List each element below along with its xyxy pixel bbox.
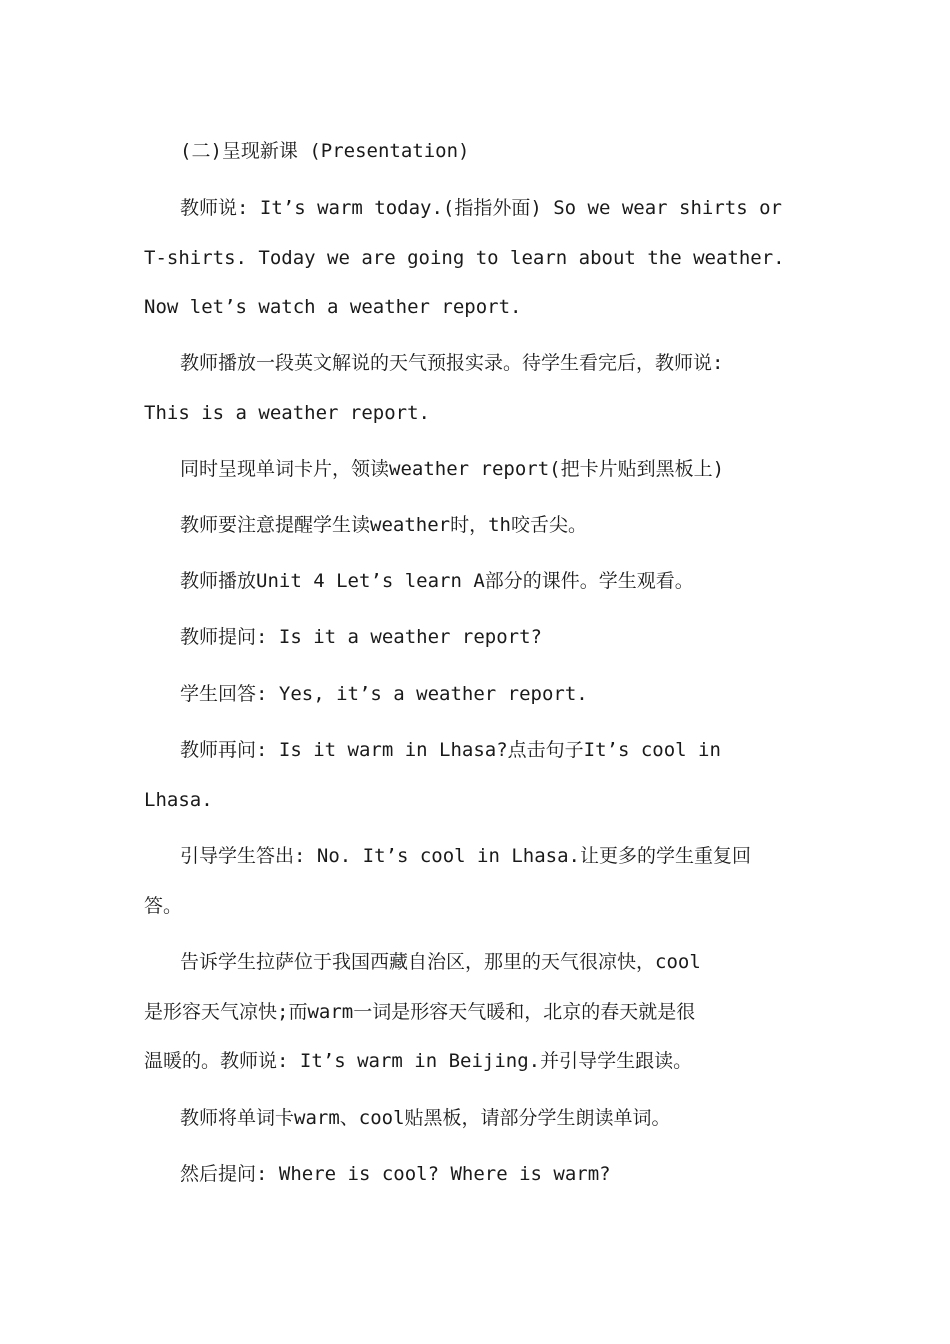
paragraph-line: 是形容天气凉快;而warm一词是形容天气暖和，北京的春天就是很 (144, 1001, 696, 1023)
paragraph-line: 引导学生答出: No. It’s cool in Lhasa.让更多的学生重复回 (180, 845, 751, 867)
paragraph-line: Lhasa. (144, 789, 213, 811)
paragraph-line: 教师播放Unit 4 Let’s learn A部分的课件。学生观看。 (180, 570, 694, 592)
paragraph-line: T-shirts. Today we are going to learn about the weather. (144, 247, 785, 269)
paragraph-line: Now let’s watch a weather report. (144, 296, 522, 318)
paragraph-line: 告诉学生拉萨位于我国西藏自治区，那里的天气很凉快，cool (180, 951, 701, 973)
paragraph-line: 学生回答: Yes, it’s a weather report. (180, 683, 588, 705)
paragraph-line: 同时呈现单词卡片，领读weather report(把卡片贴到黑板上) (180, 458, 725, 480)
section-heading: (二)呈现新课 (Presentation) (180, 140, 470, 162)
paragraph-line: 教师说: It’s warm today.(指指外面) So we wear shirts or (180, 197, 782, 219)
paragraph-line: 教师提问: Is it a weather report? (180, 626, 542, 648)
paragraph-line: 然后提问: Where is cool? Where is warm? (180, 1163, 611, 1185)
paragraph-line: This is a weather report. (144, 402, 430, 424)
paragraph-line: 教师播放一段英文解说的天气预报实录。待学生看完后，教师说: (180, 352, 724, 374)
paragraph-line: 教师再问: Is it warm in Lhasa?点击句子It’s cool in (180, 739, 721, 761)
paragraph-line: 教师将单词卡warm、cool贴黑板，请部分学生朗读单词。 (180, 1107, 671, 1129)
paragraph-line: 温暖的。教师说: It’s warm in Beijing.并引导学生跟读。 (144, 1050, 693, 1072)
paragraph-line: 答。 (144, 895, 183, 917)
paragraph-line: 教师要注意提醒学生读weather时，th咬舌尖。 (180, 514, 587, 536)
